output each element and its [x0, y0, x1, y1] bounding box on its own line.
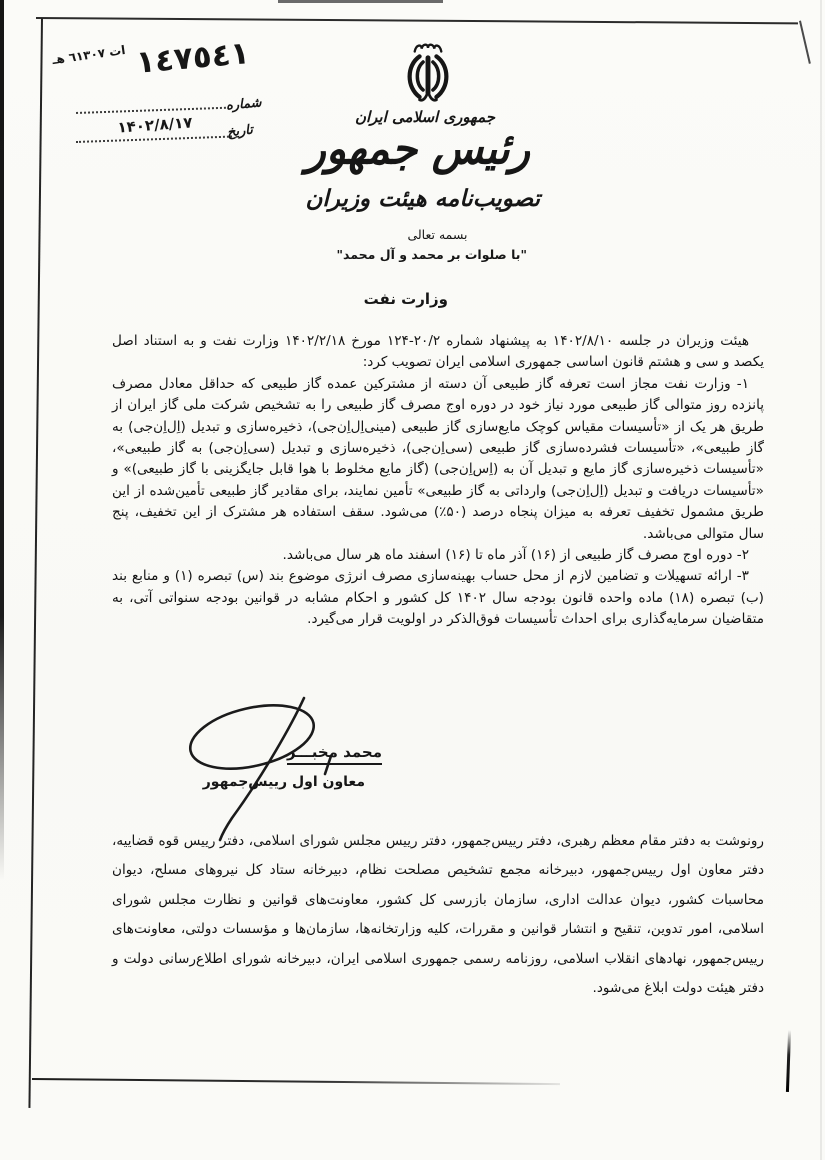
- country-name: جمهوری اسلامی ایران: [354, 108, 496, 126]
- scan-top-notch: [278, 0, 443, 3]
- signer-title: معاون اول رییس‌جمهور: [202, 774, 365, 790]
- scan-edge-strip: [0, 0, 4, 880]
- salutation-line: "با صلوات بر محمد و آل محمد": [336, 247, 527, 262]
- cc-distribution-block: [112, 827, 764, 1003]
- page-border-right-corner: [799, 21, 811, 64]
- scan-right-edge: [820, 0, 822, 1160]
- page-border-top: [36, 17, 798, 24]
- signer-name: محمد مخبـــر: [287, 743, 382, 765]
- decree-intro-paragraph: هیئت وزیران در جلسه ۱۴۰۲/۸/۱۰ به پیشنهاد شماره ۲۰/۲-۱۲۴ مورخ ۱۴۰۲/۲/۱۸ وزارت نفت و به استناد اصل یکصد و سی و هشتم قانون اساسی جمهوری اسلامی ایران تصویب کرد:: [112, 333, 764, 371]
- page-border-bottom: [32, 1078, 560, 1085]
- registration-number-handwritten: ١٤٧٥٤١: [134, 35, 251, 81]
- decree-item-1: ۱- وزارت نفت مجاز است تعرفه گاز طبیعی آن دسته از مشترکین عمده گاز طبیعی که حداقل معادل مصرف پانزده روز متوالی گاز طبیعی مورد نیاز خود در دوره اوج مصرف گاز طبیعی را به تشخیص شرکت ملی گاز ایران از طریق هر یک از «تأسیسات مقیاس کوچک مایع‌سازی گاز طبیعی (مینی‌اِل‌اِن‌جی)، ذخیره‌سازی و تبدیل (اِل‌اِن‌جی) به گاز طبیعی»، «تأسیسات فشرده‌سازی گاز طبیعی (سی‌اِن‌جی)، ذخیره‌سازی و تبدیل (سی‌اِن‌جی) به گاز طبیعی»، «تأسیسات ذخیره‌سازی گاز مایع و تبدیل آن به (اِس‌اِن‌جی) (گاز مایع مخلوط با هوا قابل جایگزینی با گاز طبیعی)» و «تأسیسات دریافت و تبدیل (اِل‌اِن‌جی) وارداتی به گاز طبیعی» تأمین نمایند، برای مقادیر گاز طبیعی تأمین‌شده از این طریق مشمول تخفیف تعرفه به میزان پنجاه درصد (۵۰٪) می‌شود. سقف استفاده هر مشترک از این تخفیف، پنج سال متوالی می‌باشد.: [112, 375, 764, 542]
- number-field-label: شماره: [225, 95, 263, 114]
- signature-scribble-icon: [152, 690, 367, 850]
- decree-item-2: ۲- دوره اوج مصرف گاز طبیعی از (۱۶) آذر ماه تا (۱۶) اسفند ماه هر سال می‌باشد.: [282, 547, 749, 564]
- document-type-title: تصویب‌نامه هیئت وزیران: [305, 186, 540, 212]
- date-field-label: تاریخ: [226, 122, 254, 141]
- iran-emblem-icon: [391, 41, 465, 111]
- office-title: رئیس جمهور: [305, 123, 530, 174]
- decree-item-3: ۳- ارائه تسهیلات و تضامین لازم از محل حساب بهینه‌سازی مصرف انرژی موضوع بند (س) تبصره (۱) و منابع بند (ب) تبصره (۱۸) ماده واحده قانون بودجه سال ۱۴۰۲ کل کشور و احکام مشابه در قوانین بودجه سنواتی آتی، به متقاضیان سرمایه‌گذاری برای احداث تأسیسات فوق‌الذکر در اولویت قرار می‌گیرد.: [112, 568, 764, 628]
- cc-paragraph: رونوشت به دفتر مقام معظم رهبری، دفتر رییس‌جمهور، دفتر رییس مجلس شورای اسلامی، دفتر رییس قوه قضاییه، دفتر معاون اول رییس‌جمهور، دبیرخانه مجمع تشخیص مصلحت نظام، دبیرخانه ستاد کل نیروهای مسلح، دیوان محاسبات کشور، دیوان عدالت اداری، سازمان بازرسی کل کشور، معاونت‌های قوانین و نظارت مجلس شورای اسلامی، امور تدوین، تنقیح و انتشار قوانین و مقررات، کلیه وزارتخانه‌ها، سازمان‌ها و مؤسسات دولتی، معاونت‌های رییس‌جمهور، نهادهای انقلاب اسلامی، روزنامه رسمی جمهوری اسلامی ایران، دبیرخانه شورای اطلاع‌رسانی دولت و دفتر هیئت دولت ابلاغ می‌شود.: [112, 833, 764, 997]
- date-field-value: ۱۴۰۲/۸/۱۷: [116, 113, 194, 137]
- scan-right-mark: [786, 1030, 791, 1092]
- page-border-left: [28, 18, 43, 1108]
- decree-body: [112, 331, 764, 631]
- registration-side-note: ات ٦١٣٠٧ هـ: [51, 42, 127, 68]
- addressee-heading: وزارت نفت: [363, 290, 448, 308]
- basmala-line: بسمه تعالی: [407, 227, 468, 242]
